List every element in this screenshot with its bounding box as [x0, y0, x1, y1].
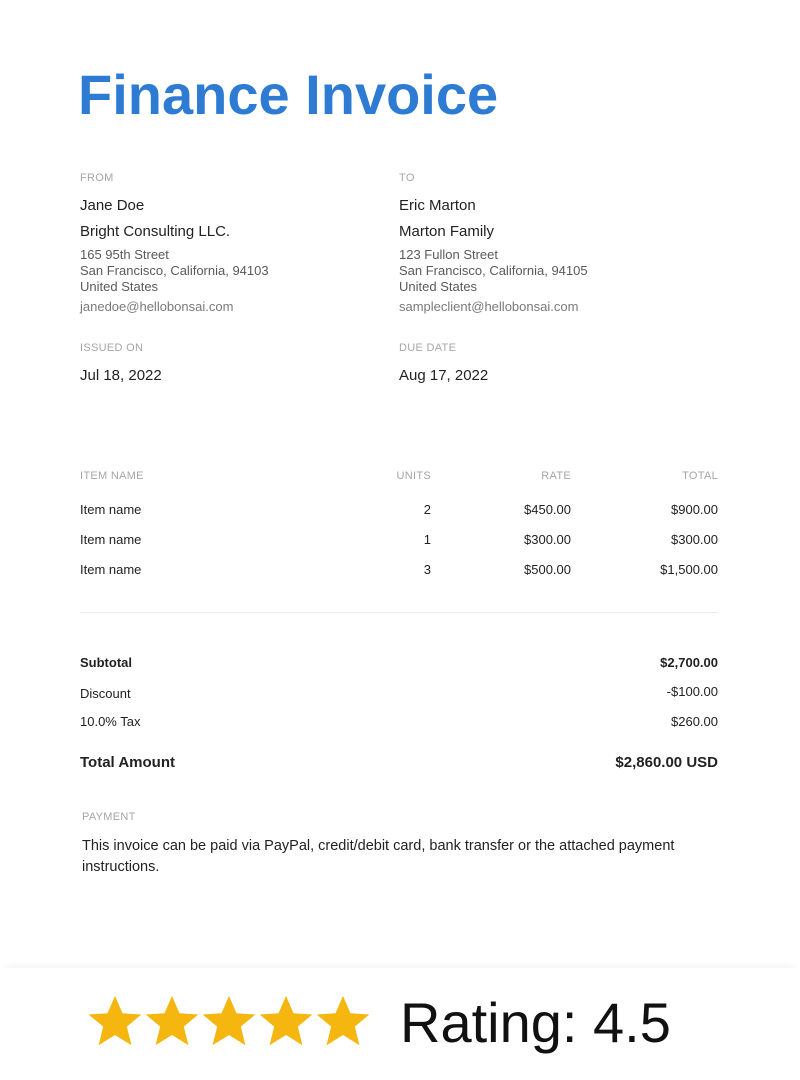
star-icon: [257, 993, 315, 1051]
to-name: Eric Marton: [399, 197, 476, 214]
to-email[interactable]: sampleclient@hellobonsai.com: [399, 299, 579, 314]
rating-label: Rating: 4.5: [400, 991, 671, 1054]
from-label: FROM: [80, 172, 114, 184]
from-email[interactable]: janedoe@hellobonsai.com: [80, 299, 234, 314]
item-name: Item name: [80, 562, 142, 577]
issued-date: Jul 18, 2022: [80, 367, 162, 384]
due-date: Aug 17, 2022: [399, 367, 489, 384]
item-total: $300.00: [671, 532, 718, 547]
due-label: DUE DATE: [399, 342, 457, 354]
to-label: TO: [399, 172, 415, 184]
issued-section: [80, 342, 380, 385]
payment-label: PAYMENT: [82, 811, 136, 823]
from-city: San Francisco, California, 94103: [80, 263, 269, 278]
star-icon: [200, 993, 258, 1051]
header-item-name: ITEM NAME: [80, 470, 144, 482]
items-table-header: [80, 469, 718, 489]
subtotal-value: $2,700.00: [660, 655, 718, 670]
subtotal-label: Subtotal: [80, 655, 132, 670]
table-row: [80, 561, 718, 581]
item-total: $900.00: [671, 502, 718, 517]
item-rate: $500.00: [524, 562, 571, 577]
from-street: 165 95th Street: [80, 247, 169, 262]
discount-label: Discount: [80, 686, 131, 701]
from-name: Jane Doe: [80, 197, 145, 214]
item-rate: $450.00: [524, 502, 571, 517]
to-city: San Francisco, California, 94105: [399, 263, 588, 278]
tax-label: 10.0% Tax: [80, 714, 141, 729]
from-section: [80, 172, 380, 315]
from-country: United States: [80, 279, 159, 294]
item-rate: $300.00: [524, 532, 571, 547]
invoice-title: Finance Invoice: [78, 63, 499, 126]
star-icon: [143, 993, 201, 1051]
discount-value: -$100.00: [666, 684, 718, 699]
items-divider: [80, 612, 718, 613]
subtotal-row: [80, 654, 718, 674]
rating-stars: [86, 993, 372, 1053]
item-units: 2: [423, 502, 431, 517]
to-section: [399, 172, 699, 315]
to-company: Marton Family: [399, 223, 495, 240]
item-total: $1,500.00: [660, 562, 718, 577]
to-country: United States: [399, 279, 478, 294]
header-total: TOTAL: [682, 470, 718, 482]
issued-label: ISSUED ON: [80, 342, 144, 354]
payment-instructions: This invoice can be paid via PayPal, credit/debit card, bank transfer or the attached payment instructions.: [82, 838, 675, 875]
to-street: 123 Fullon Street: [399, 247, 499, 262]
total-amount-value: $2,860.00 USD: [615, 754, 718, 771]
header-units: UNITS: [396, 470, 431, 482]
from-company: Bright Consulting LLC.: [80, 223, 231, 240]
star-icon: [314, 993, 372, 1051]
table-row: [80, 531, 718, 551]
item-name: Item name: [80, 502, 142, 517]
due-section: [399, 342, 699, 385]
discount-row: [80, 685, 718, 705]
table-row: [80, 501, 718, 521]
tax-value: $260.00: [671, 714, 718, 729]
star-icon: [86, 993, 144, 1051]
header-rate: RATE: [541, 470, 571, 482]
item-units: 1: [423, 532, 431, 547]
total-amount-row: [80, 753, 718, 773]
total-amount-label: Total Amount: [80, 754, 175, 771]
item-name: Item name: [80, 532, 142, 547]
item-units: 3: [423, 562, 431, 577]
rating-band: [0, 968, 800, 1080]
tax-row: [80, 713, 718, 733]
